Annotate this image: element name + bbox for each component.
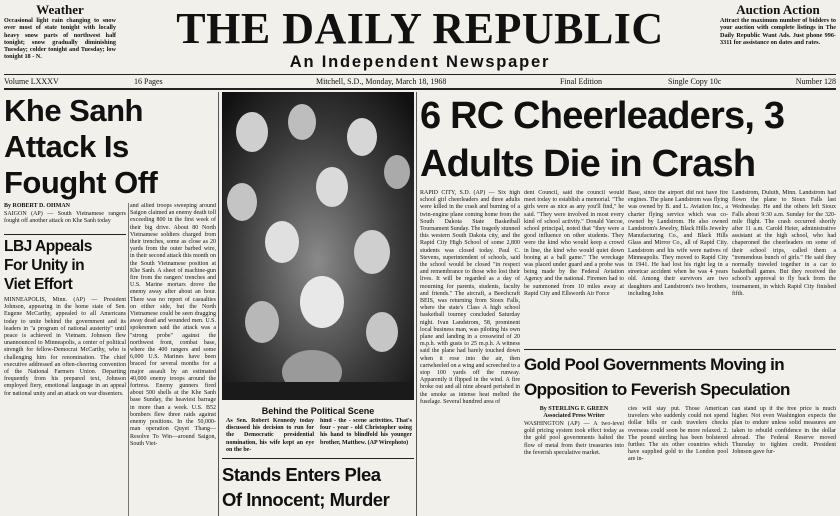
masthead-subtitle: An Independent Newspaper bbox=[289, 53, 551, 71]
gold-col3: can stand up if the free price is much higher. Not even Washington expects the plan to endure unless solid measures are taken to rebuild confidence in the dollar abroad. The Federal Reserve moved Thursday to tighten credit. President Johnson gave fur- bbox=[732, 406, 836, 456]
photo-caption-1: As Sen. Robert Kennedy today discussed his decision to run for the Democratic presidential nomination, his wife kept an eye on the be- bbox=[226, 418, 314, 453]
col-rule-3 bbox=[416, 92, 417, 516]
cheer-headline-line-1: 6 RC Cheerleaders, 3 bbox=[420, 95, 785, 137]
stands-top-rule bbox=[222, 458, 414, 459]
cheer-col1: RAPID CITY, S.D. (AP) — Six high school girl cheerleaders and three adults were killed in the crash and burning of a twin-engine plane coming home from the South Dakota State Basketball Tournament Sunday. The tragedy stunned this western South Dakota city, and the Rapid City High School of some 2,800 students was closed today. Paul C. Stevens, superintendent of schools, said the school would be closed "in respect and remembrance to those who lost their lives. It will be regarded as a day of mourning for parents, students, faculty and friends." The aircraft, a Beechcraft BEIS, was returning from Sioux Falls, where the state's Class A high school basketball tourney concluded Saturday night. Ivan Landstrom, 58, prominent local business man, was piloting his own plane and landing in a crosswind of 20 m.p.h. with gusts to 25 m.p.h. A witness said the plane had barely touched down when it rose into the air, then cartwheeled on a wing and screeched to a stop 100 yards off the runway. Apparently it flipped in the wind. A fire broke out and all nine aboard perished in the smoke as intense heat melted the fuselage. Several hundred area of bbox=[420, 190, 520, 405]
dateline-volume: Volume LXXXV bbox=[4, 77, 59, 86]
dateline-bottom-rule bbox=[4, 88, 836, 90]
khesanh-col1: SAIGON (AP) — South Vietnamese rangers fought off another attack on Khe Sanh today bbox=[4, 211, 126, 225]
dateline-price: Single Copy 10c bbox=[668, 77, 722, 86]
khesanh-headline-line-2: Attack Is bbox=[4, 129, 129, 164]
kennedy-photo bbox=[222, 92, 414, 400]
gold-byline: By STERLING F. GREEN bbox=[539, 406, 609, 412]
gold-headline-line-2: Opposition to Feverish Speculation bbox=[524, 380, 790, 399]
auction-title: Auction Action bbox=[736, 2, 820, 17]
masthead-title: THE DAILY REPUBLIC bbox=[176, 4, 664, 53]
lbj-text: MINNEAPOLIS, Minn. (AP) — President Johnson, appearing in the home state of Sen. Eugene McCarthy, appealed to all Americans today to unite behind the government and its leaders in "a program of national austerity" until peace is achieved in Vietnam. Johnson flew unannounced to Minneapolis, a center of political strength for fellow-Democrat McCarthy, who is challenging him for renomination. The chief executive addressed an often-cheering convention of the National Farmers Union. Departing frequently from his prepared text, Johnson employed fiery, emotional language in an appeal for national unity and an attack on war dissenters. bbox=[4, 297, 126, 397]
cheer-col4: Landstrom, Duluth, Minn. Landstrom had flown the plane to Sioux Falls last Wednesday. He and the others left Sioux Falls about 9:30 a.m. Sunday for the 320-mile flight. The crash occurred shortly after 11 a.m. Carold Heier, administrative assistant at the high school, who had chaperoned the cheerleaders on some of their school trips, called them a "tremendous bunch of girls." He said they normally traveled together in a car to basketball games. But they received the school's approval to fly back from the tournament, in which Rapid City finished fifth. bbox=[732, 190, 836, 297]
stands-headline bbox=[222, 462, 418, 512]
gold-col2: cies will stay put. Those American travelers who suddenly could not spend dollar bills or cash travelers checks overseas could soon be more relaxed. 2. The pound sterling has been bolstered further. The six other countries which have supplied gold to the London pool are in- bbox=[628, 406, 728, 463]
lbj-top-rule bbox=[4, 234, 126, 235]
cheer-headline bbox=[420, 92, 836, 188]
gold-col1: WASHINGTON (AP) — A two-level gold pricing system took effect today as the gold pool governments halted the flow of metal from their treasuries into the feverish speculative market. bbox=[524, 421, 624, 456]
khesanh-headline-line-3: Fought Off bbox=[4, 165, 158, 200]
khesanh-headline-line-1: Khe Sanh bbox=[4, 93, 143, 128]
weather-box bbox=[4, 2, 116, 68]
dateline-edition: Final Edition bbox=[560, 77, 602, 86]
cheer-col3: Base, since the airport did not have fire engines. The plane Landstrom was flying was owned by B. and L. Aviation Inc., a charter flying service which was co-owned by Landstrom. He also owned Landstrom's Jewelry, Black Hills Jewelry Manufacturing Co., and Black Hills Glass and Mirror Co., all of Rapid City. Landstrom and his wife were natives of Minneapolis. They moved to Rapid City in 1941. He had lost his right leg in a streetcar accident when he was 4 years old. Among their survivors are two daughters and Landstrom's two brothers, including John bbox=[628, 190, 728, 297]
gold-headline bbox=[524, 352, 838, 402]
gold-byline-2: Associated Press Writer bbox=[543, 413, 605, 419]
stands-headline-line-1: Stands Enters Plea bbox=[222, 464, 381, 485]
lbj-headline bbox=[4, 237, 128, 294]
dateline-number: Number 128 bbox=[795, 77, 836, 86]
khesanh-byline: By ROBERT D. OHMAN bbox=[4, 203, 71, 209]
cheer-headline-line-2: Adults Die in Crash bbox=[420, 143, 756, 185]
lbj-headline-line-3: Viet Effort bbox=[4, 276, 73, 293]
lbj-headline-line-2: For Unity in bbox=[4, 257, 85, 274]
auction-box bbox=[720, 2, 836, 68]
dateline-place-date: Mitchell, S.D., Monday, March 18, 1968 bbox=[316, 77, 447, 86]
col-rule-2 bbox=[218, 92, 219, 516]
col-rule-1 bbox=[128, 203, 129, 516]
cheer-col2: dent Council, said the council would meet today to establish a memorial. "The girls were as nice as any you'll find," he said. "They were involved in most every kind of school activity." Donald Varcoe, school principal, noted that "they were a good influence on other students. They were the kind who would keep a crowd in line, the kind who would quiet down booing at a ball game." The wreckage was placed under guard and a probe was being made by the Federal Aviation Agency and the national. Firemen had to be summoned from 10 miles away at Rapid City and Ellsworth Air Force bbox=[524, 190, 624, 297]
auction-text: Attract the maximum number of bidders to your auction with complete listings in The Daily Republic Want Ads. Just phone 996-3311 for assistance on dates and rates. bbox=[720, 17, 836, 46]
photo-caption-2: hind - the - scene activities. That's four - year - old Christopher using his hand to blindfold his younger brother, Matthew. (AP Wirephoto) bbox=[320, 418, 412, 446]
gold-top-rule bbox=[524, 349, 836, 350]
kennedy-photo-image bbox=[222, 92, 414, 400]
khesanh-col2: and allied troops sweeping around Saigon claimed an enemy death toll exceeding 800 in the first week of their big drive. About 80 North Vietnamese soldiers charged from their trenches, some as close as 20 yards from the outer barbed wire, in their second attack this month on the South Vietnamese position at Khe Sanh. A sheet of machine-gun fire from the rangers' trenches and U.S. Marine mortars drove the enemy away after about an hour. There was no report of casualties on either side, but the North Vietnamese could be seen dragging away dead and wounded men. U.S. spokesmen said the attack was a "strong probe" against the northwest front, combat base, where the 400 rangers and some 6,000 U.S. Marines have been braced for several months for a major assault by an estimated 40,000 enemy troops around the fortress. Enemy gunners fired about 500 shells at the Khe Sanh base Sunday, the heaviest barrage in more than a week. U.S. B52 bombers flew three raids against enemy positions. In the 50,000-man operation Quyet Thang—Resolve To Win—around Saigon, South Viet- bbox=[130, 203, 216, 447]
weather-text: Occasional light rain changing to snow over most of state tonight with locally heavy snow parts of northwest half tonight; snow gradually diminishing Tuesday; colder tonight and Tuesday; low tonight 18 - N. bbox=[4, 17, 116, 61]
photo-caption-title: Behind the Political Scene bbox=[261, 406, 375, 416]
dateline-bar bbox=[4, 75, 836, 88]
gold-headline-line-1: Gold Pool Governments Moving in bbox=[524, 355, 785, 374]
dateline-pages: 16 Pages bbox=[134, 77, 163, 86]
weather-title: Weather bbox=[36, 2, 84, 17]
stands-headline-line-2: Of Innocent; Murder bbox=[222, 489, 390, 510]
lbj-headline-line-1: LBJ Appeals bbox=[4, 238, 92, 255]
khesanh-headline bbox=[4, 93, 214, 201]
